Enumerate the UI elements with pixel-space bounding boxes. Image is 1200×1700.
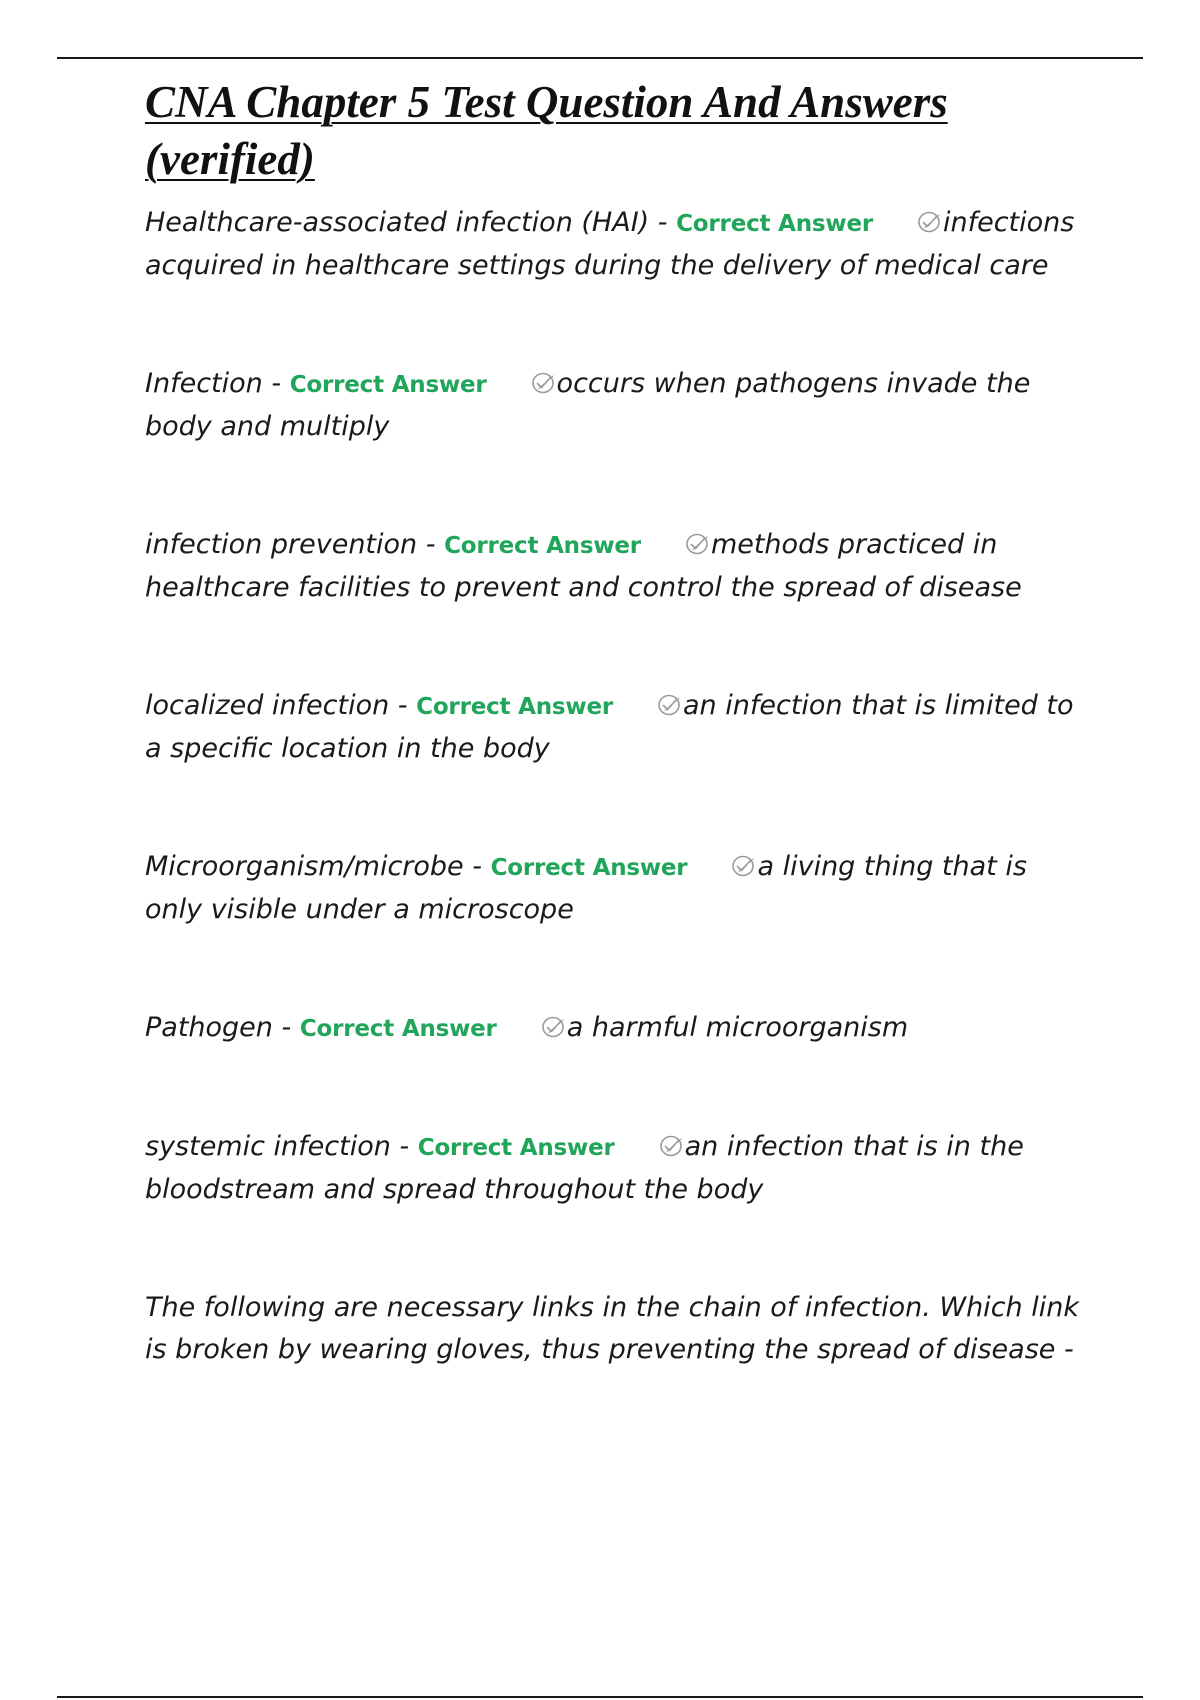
qa-answer: an infection that is limited to a specific location in the body: [145, 690, 1074, 764]
correct-answer-label: Correct Answer: [416, 694, 613, 720]
qa-item: Microorganism/microbe - Correct Answer a living thing that is only visible under a microscope: [145, 851, 1027, 925]
check-badge-icon: [659, 1134, 685, 1158]
qa-item: Healthcare-associated infection (HAI) - Correct Answer infections acquired in healthcare settings during the delivery of medical care: [145, 207, 1075, 281]
correct-answer-label: Correct Answer: [289, 372, 487, 398]
check-badge-icon: [685, 532, 711, 556]
check-badge-icon: [917, 210, 943, 234]
correct-answer-label: Correct Answer: [444, 533, 641, 559]
final-question: The following are necessary links in the chain of infection. Which link is broken by wearing gloves, thus preventing the spread of disease -: [145, 1292, 1079, 1365]
qa-term: Healthcare-associated infection (HAI): [145, 207, 650, 238]
qa-term: Microorganism/microbe: [145, 851, 464, 882]
correct-answer-label: Correct Answer: [676, 211, 873, 237]
qa-term: localized infection: [145, 690, 390, 721]
qa-answer: a harmful microorganism: [566, 1012, 909, 1043]
document-body: [145, 74, 1085, 1371]
check-badge-icon: [531, 371, 557, 395]
qa-answer: an infection that is in the bloodstream and spread throughout the body: [145, 1131, 1024, 1205]
qa-item: localized infection - Correct Answer an infection that is limited to a specific location in the body: [145, 690, 1074, 764]
correct-answer-label: Correct Answer: [417, 1135, 615, 1161]
qa-item: systemic infection - Correct Answer an infection that is in the bloodstream and spread throughout the body: [145, 1131, 1024, 1205]
bottom-rule: [57, 1696, 1143, 1698]
qa-answer: methods practiced in healthcare facilities to prevent and control the spread of disease: [145, 529, 1022, 603]
qa-term: systemic infection: [145, 1131, 391, 1162]
qa-term: Pathogen: [145, 1012, 273, 1043]
qa-term: Infection: [145, 368, 263, 399]
top-rule: [57, 57, 1143, 59]
check-badge-icon: [541, 1015, 567, 1039]
qa-item: infection prevention - Correct Answer methods practiced in healthcare facilities to prevent and control the spread of disease: [145, 529, 1022, 603]
check-badge-icon: [657, 693, 683, 717]
qa-term: infection prevention: [145, 529, 418, 560]
qa-item: Infection - Correct Answer occurs when pathogens invade the body and multiply: [145, 368, 1031, 442]
qa-item: Pathogen - Correct Answer a harmful microorganism: [145, 1012, 909, 1043]
qa-answer: a living thing that is only visible under a microscope: [145, 851, 1027, 925]
check-badge-icon: [731, 854, 757, 878]
correct-answer-label: Correct Answer: [490, 855, 688, 881]
correct-answer-label: Correct Answer: [299, 1016, 497, 1042]
qa-answer: infections acquired in healthcare settings during the delivery of medical care: [145, 207, 1075, 281]
qa-answer: occurs when pathogens invade the body and multiply: [145, 368, 1031, 442]
page-title: CNA Chapter 5 Test Question And Answers (verified): [145, 77, 948, 184]
